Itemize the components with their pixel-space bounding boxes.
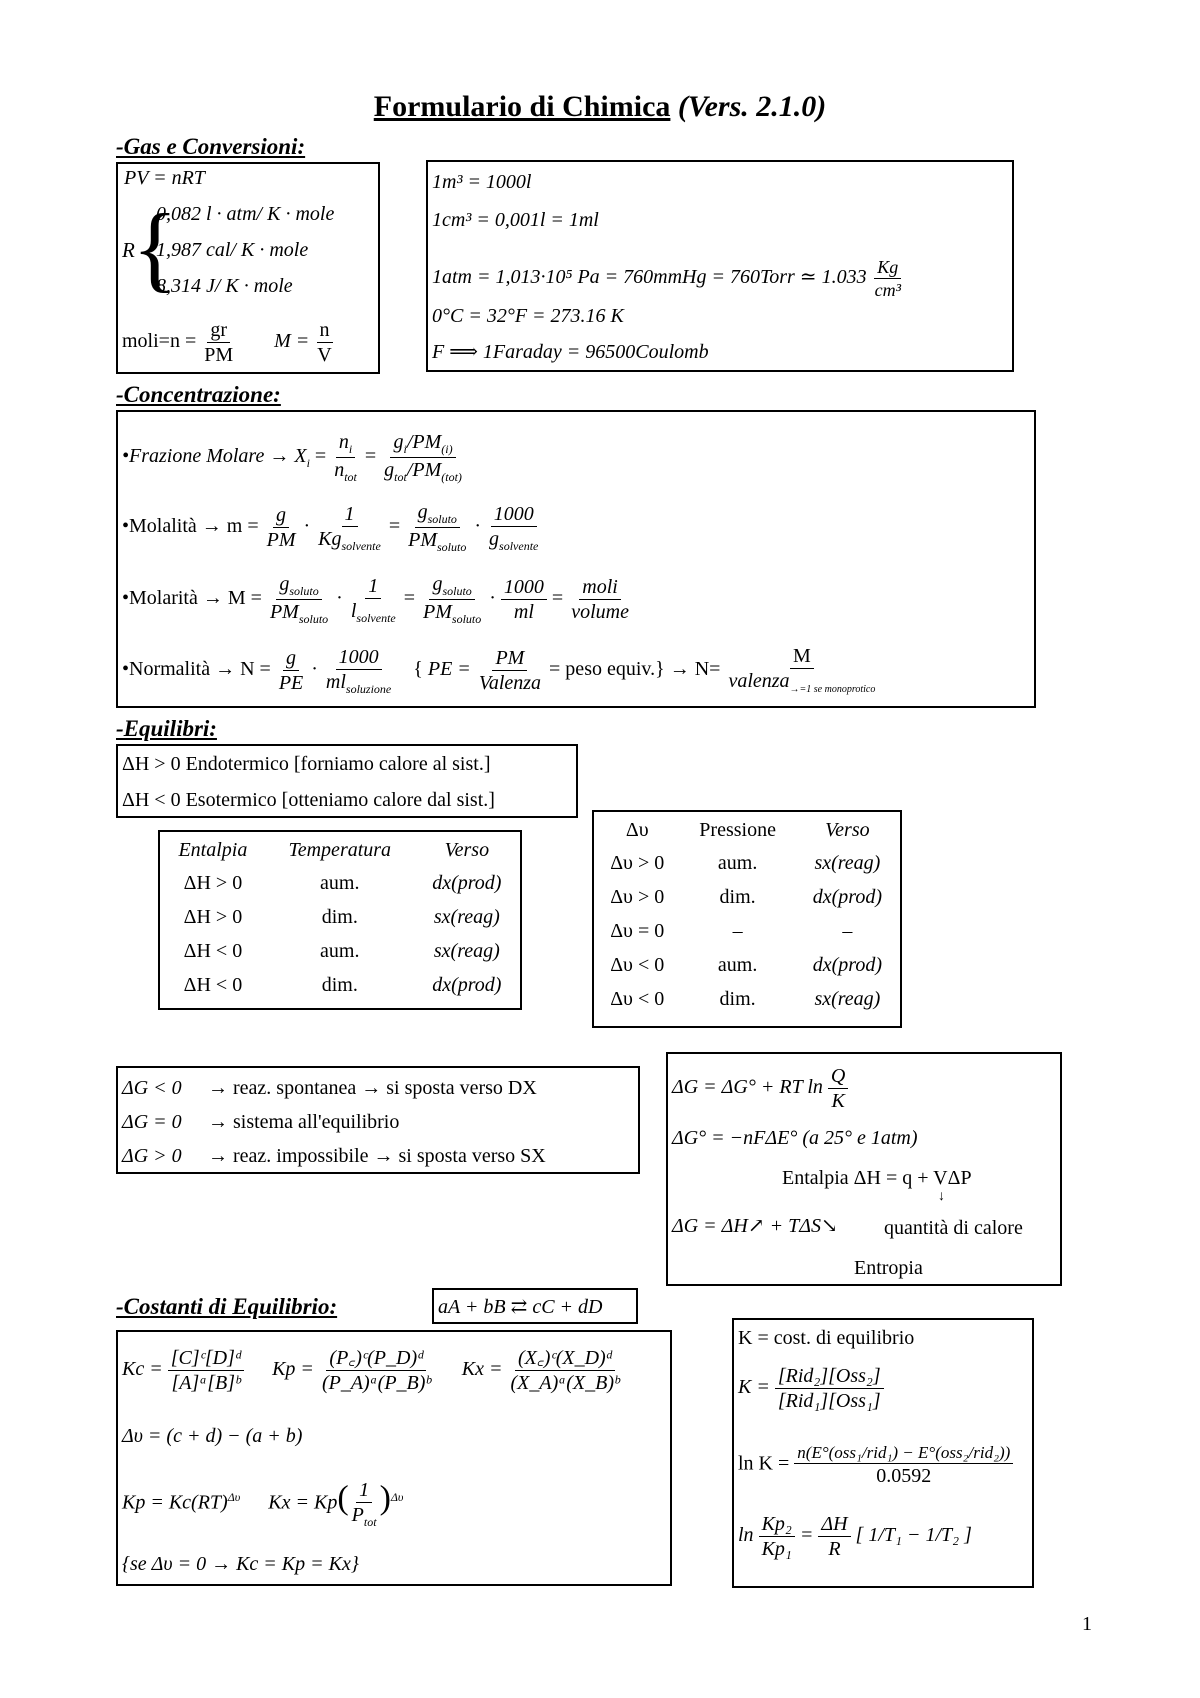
table-row bbox=[160, 934, 520, 968]
mr-c-den: PM bbox=[423, 601, 452, 623]
table-cell: aum. bbox=[320, 871, 360, 894]
ml-c-den-sub: soluto bbox=[437, 540, 467, 554]
kc-kp-kx-row bbox=[122, 1348, 622, 1393]
n-den: valenza bbox=[728, 670, 790, 692]
table-cell: sx(reag) bbox=[433, 939, 500, 962]
mr-a-den-sub: soluto bbox=[298, 612, 329, 626]
conversion-1: 1m³ = 1000l bbox=[432, 171, 532, 193]
k-l4-b-num: ΔH bbox=[818, 1514, 850, 1537]
molality-label: •Molalità → m = bbox=[122, 515, 259, 538]
kc-den: [A]ᵃ[B]ᵇ bbox=[171, 1372, 241, 1394]
kp-num: (P꜀)ᶜ(P_D)ᵈ bbox=[326, 1348, 426, 1371]
table-cell: dim. bbox=[719, 885, 756, 908]
mf-f2-den-b: /PM bbox=[406, 459, 442, 481]
k-l4-den: Kp₁ bbox=[761, 1538, 792, 1560]
conversion-2: 1cm³ = 0,001l = 1ml bbox=[432, 209, 599, 231]
mr-e-num: moli bbox=[579, 577, 621, 600]
table-cell: – bbox=[732, 919, 743, 942]
reaction-equation: aA + bB ⇄ cC + dD bbox=[438, 1296, 603, 1318]
k-l4-c: [ 1/T₁ − 1/T₂ ] bbox=[855, 1524, 972, 1547]
ml-d-num: 1000 bbox=[491, 504, 537, 527]
table-cell: sx(reag) bbox=[433, 905, 500, 928]
mr-a-den: PM bbox=[269, 601, 299, 623]
gibbs-l1-den: K bbox=[831, 1090, 845, 1112]
conversion-4: 0°C = 32°F = 273.16 K bbox=[432, 305, 624, 327]
moles-formula bbox=[122, 320, 335, 365]
ml-a-den: PM bbox=[266, 529, 296, 551]
reaction-box bbox=[432, 1288, 638, 1324]
table-cell: dim. bbox=[321, 973, 358, 996]
kp-den: (P_A)ᵃ(P_B)ᵇ bbox=[321, 1372, 431, 1394]
table-row bbox=[594, 982, 900, 1016]
enthalpy-temperature-table bbox=[160, 834, 520, 1002]
pe-label: PE = bbox=[427, 658, 471, 681]
mr-d-num: 1000 bbox=[501, 577, 547, 600]
table-cell: Δυ < 0 bbox=[610, 953, 665, 976]
molality-row: •Molalità → m = $\frac{g}{PM}$ · $\frac{1}{Kg_{solvente}}$ = $\frac{g_{soluto}}{PM_{soluto}}$ · $\frac{1000}{g_{solvente}}$ bbox=[122, 501, 539, 554]
delta-g-line-1 bbox=[122, 1078, 537, 1098]
volume-pressure-table bbox=[594, 814, 900, 1016]
kx-den: (X_A)ᵃ(X_B)ᵇ bbox=[510, 1372, 620, 1394]
conversion-5: F ⟹ 1Faraday = 96500Coulomb bbox=[432, 341, 709, 363]
delta-g-box bbox=[116, 1066, 640, 1174]
k-l4-num: Kp₂ bbox=[759, 1514, 795, 1537]
ml-b-num: 1 bbox=[342, 504, 358, 527]
table-header: Pressione bbox=[699, 818, 776, 841]
molarity-row: •Molarità → M = $\frac{g_{soluto}}{PM_{soluto}}$ · $\frac{1}{l_{solvente}}$ = $\frac{g_{soluto}}{PM_{soluto}}$ · $\frac{1000}{ml}$ = $\frac{\text{moli}}{\text{volume}}$ bbox=[122, 574, 632, 625]
table-row bbox=[594, 846, 900, 880]
table-row bbox=[160, 866, 520, 900]
mf-f1-den: n bbox=[334, 459, 345, 481]
table-row bbox=[160, 968, 520, 1002]
kpkc-sup: Δυ bbox=[227, 1489, 241, 1504]
table-cell: aum. bbox=[320, 939, 360, 962]
title-version: (Vers. 2.1.0) bbox=[677, 90, 827, 123]
moles-num: gr bbox=[207, 320, 230, 343]
section-concentration-heading: -Concentrazione: bbox=[116, 382, 281, 407]
table-cell: ΔH < 0 bbox=[183, 939, 243, 962]
normality-label: •Normalità → N = bbox=[122, 658, 271, 681]
mr-a-num: g bbox=[279, 573, 290, 595]
delta-g-cond-3: ΔG > 0 bbox=[122, 1145, 182, 1167]
table-row bbox=[594, 914, 900, 948]
nr-a-num: g bbox=[283, 648, 299, 671]
k-l3-num: n(E°(oss₁/rid₁) − E°(oss₂/rid₂)) bbox=[794, 1444, 1013, 1464]
mr-b-den-sub: solvente bbox=[356, 610, 396, 625]
ml-c-num-sub: soluto bbox=[427, 512, 457, 526]
conversion-3-text: 1atm = 1,013·10⁵ Pa = 760mmHg = 760Torr ≃ 1.033 bbox=[432, 266, 867, 289]
mf-f2-num: g bbox=[393, 431, 404, 453]
pe-den: Valenza bbox=[478, 672, 542, 694]
normality-row: •Normalità → N = $\frac{g}{PE}$ · $\frac{1000}{ml_{soluzione}}$ { PE = $\frac{PM}{\text{Valenza}}$ = peso equiv.} → N= $\frac{M}{valenza_{\to=1 se monoprotico}}$ bbox=[122, 645, 876, 696]
table-header: Entalpia bbox=[178, 838, 248, 861]
moles-prefix: moli=n = bbox=[122, 330, 197, 353]
mr-d-den: ml bbox=[513, 601, 534, 623]
concentration-box bbox=[116, 410, 1036, 708]
mr-c-den-sub: soluto bbox=[451, 612, 482, 626]
table-cell: dim. bbox=[321, 905, 358, 928]
mr-b-num: 1 bbox=[365, 576, 381, 599]
nr-b-den: ml bbox=[325, 670, 346, 693]
r-value-2: 1,987 cal/ K · mole bbox=[156, 239, 309, 261]
molarity-label: •Molarità → M = bbox=[122, 587, 262, 610]
table-cell: ΔH < 0 bbox=[183, 973, 243, 996]
k-l4: ln bbox=[738, 1524, 754, 1547]
mf-f1-num-sub: i bbox=[348, 442, 353, 456]
k-line-1: K = cost. di equilibrio bbox=[738, 1327, 915, 1349]
k-l2-num: [Rid₂][Oss₂] bbox=[775, 1366, 884, 1389]
table-row bbox=[594, 948, 900, 982]
mr-b-den: l bbox=[350, 599, 357, 622]
kxkp-num: 1 bbox=[356, 1480, 372, 1503]
table-cell: dx(prod) bbox=[432, 973, 502, 996]
table-cell: dim. bbox=[719, 987, 756, 1010]
table-cell: Δυ > 0 bbox=[610, 851, 665, 874]
table-cell: aum. bbox=[717, 953, 758, 976]
mf-f2-num-sub: i bbox=[403, 442, 407, 456]
nr-b-den-sub: soluzione bbox=[345, 681, 392, 696]
section-constants-heading: -Costanti di Equilibrio: bbox=[116, 1294, 338, 1319]
enthalpy-box bbox=[116, 744, 578, 818]
table-cell: Δυ > 0 bbox=[610, 885, 665, 908]
k-l3-den: 0.0592 bbox=[876, 1465, 932, 1487]
constants-box bbox=[116, 1330, 672, 1586]
endothermic-line: ΔH > 0 Endotermico [forniamo calore al sist.] bbox=[122, 753, 491, 775]
kc-label: Kc = bbox=[122, 1358, 163, 1381]
table-row bbox=[160, 900, 520, 934]
table-cell: Δυ < 0 bbox=[610, 987, 665, 1010]
kp-label: Kp = bbox=[272, 1358, 314, 1381]
kc-num: [C]ᶜ[D]ᵈ bbox=[168, 1348, 244, 1371]
conversions-box bbox=[426, 160, 1014, 372]
k-l2: K = bbox=[738, 1376, 770, 1399]
k-line-4 bbox=[738, 1514, 972, 1559]
mole-fraction-sub: i bbox=[306, 456, 310, 471]
k-l4-mid: = bbox=[799, 1524, 814, 1547]
table-cell: – bbox=[842, 919, 853, 942]
mf-f2-num-b: /PM bbox=[406, 431, 442, 453]
nr-b-num: 1000 bbox=[336, 647, 382, 670]
k-line-3 bbox=[738, 1444, 1013, 1486]
gibbs-line-1 bbox=[672, 1066, 848, 1111]
delta-g-res-3: → reaz. impossibile → si sposta verso SX bbox=[208, 1145, 546, 1167]
page-number: 1 bbox=[1082, 1613, 1092, 1635]
table-header: Temperatura bbox=[288, 838, 392, 861]
table-cell: dx(prod) bbox=[812, 953, 883, 976]
r-brace: { bbox=[132, 194, 179, 301]
section-gas-heading: -Gas e Conversioni: bbox=[116, 134, 306, 159]
r-label: R bbox=[122, 238, 135, 262]
kx-num: (X꜀)ᶜ(X_D)ᵈ bbox=[515, 1348, 615, 1371]
gibbs-line-4-note: quantità di calore bbox=[884, 1217, 1023, 1239]
kxkp-den: P bbox=[351, 1504, 364, 1526]
molarity-prefix: M = bbox=[274, 330, 310, 353]
molarity-den: V bbox=[317, 344, 332, 366]
nr-a-den: PE bbox=[278, 672, 304, 694]
table-row bbox=[594, 880, 900, 914]
normality-arrow: → N= bbox=[669, 658, 721, 681]
gibbs-box bbox=[666, 1052, 1062, 1286]
moles-den: PM bbox=[204, 344, 234, 366]
table-cell: ΔH > 0 bbox=[183, 905, 243, 928]
mf-f2-den-b-sub: (tot) bbox=[441, 470, 462, 484]
ml-d-den-sub: solvente bbox=[499, 538, 539, 553]
delta-g-res-2: → sistema all'equilibrio bbox=[208, 1111, 400, 1133]
kx-label: Kx = bbox=[461, 1358, 503, 1381]
mole-fraction-label: •Frazione Molare → X bbox=[122, 445, 307, 468]
table-cell: dx(prod) bbox=[812, 885, 883, 908]
ml-b-den: Kg bbox=[318, 527, 342, 550]
gibbs-l1-num: Q bbox=[828, 1066, 848, 1089]
mr-e-den: volume bbox=[571, 601, 629, 623]
gibbs-line-4: ΔG = ΔH↗ + TΔS↘ bbox=[672, 1215, 838, 1237]
ml-d-den: g bbox=[489, 527, 500, 550]
down-arrow-icon: ↓ bbox=[938, 1189, 945, 1204]
r-value-1: 0,082 l · atm/ K · mole bbox=[156, 203, 335, 225]
table-cell: dx(prod) bbox=[432, 871, 502, 894]
table-cell: ΔH > 0 bbox=[183, 871, 243, 894]
mf-f1-den-sub: tot bbox=[344, 470, 357, 484]
k-l2-den: [Rid₁][Oss₁] bbox=[777, 1390, 881, 1412]
gibbs-line-5: Entropia bbox=[854, 1257, 923, 1279]
delta-g-cond-2: ΔG = 0 bbox=[122, 1111, 182, 1133]
mole-fraction-row: •Frazione Molare → $X_i$ = $\frac{n_i}{n_{tot}}$ = $\frac{g_i/PM_{(i)}}{g_{tot}/PM_{(tot)}}$ bbox=[122, 431, 462, 484]
table-header: Δυ bbox=[625, 818, 649, 841]
gibbs-line-2: ΔG° = −nFΔE° (a 25° e 1atm) bbox=[672, 1127, 918, 1149]
delta-g-res-1: → reaz. spontanea → si sposta verso DX bbox=[208, 1077, 537, 1099]
molarity-num: n bbox=[317, 320, 333, 343]
exothermic-line: ΔH < 0 Esotermico [otteniamo calore dal sist.] bbox=[122, 789, 495, 811]
delta-g-line-2 bbox=[122, 1112, 399, 1132]
mr-c-num: g bbox=[432, 573, 443, 595]
kpkc-label: Kp = Kc(RT) bbox=[122, 1491, 228, 1514]
k-box bbox=[732, 1318, 1034, 1588]
enthalpy-temperature-table-box bbox=[158, 830, 522, 1010]
section-equilibria-heading: -Equilibri: bbox=[116, 716, 217, 741]
mf-f2-den: g bbox=[384, 459, 395, 481]
title-main: Formulario di Chimica bbox=[373, 90, 671, 123]
k-line-2 bbox=[738, 1366, 884, 1411]
conversion-unit-den: cm³ bbox=[874, 280, 901, 300]
peso-equiv: = peso equiv. bbox=[549, 658, 656, 681]
r-value-3: 8,314 J/ K · mole bbox=[156, 275, 293, 297]
n-num: M bbox=[790, 646, 814, 669]
table-header-row bbox=[594, 814, 900, 846]
ml-b-den-sub: solvente bbox=[341, 538, 381, 553]
kxkp-den-sub: tot bbox=[363, 1515, 377, 1529]
mf-f1-num: n bbox=[338, 431, 349, 453]
delta-g-line-3 bbox=[122, 1146, 546, 1166]
kxkp-label: Kx = Kp bbox=[268, 1491, 338, 1514]
delta-g-cond-1: ΔG < 0 bbox=[122, 1077, 182, 1099]
mf-f2-den-sub: tot bbox=[394, 470, 407, 484]
table-cell: Δυ = 0 bbox=[610, 919, 665, 942]
ml-a-num: g bbox=[273, 505, 289, 528]
table-cell: sx(reag) bbox=[814, 851, 881, 874]
ml-c-den: PM bbox=[408, 529, 438, 551]
gibbs-l1: ΔG = ΔG° + RT ln bbox=[672, 1076, 823, 1099]
table-header: Verso bbox=[444, 838, 490, 861]
k-l3: ln K = bbox=[738, 1452, 790, 1475]
volume-pressure-table-box bbox=[592, 810, 902, 1028]
table-cell: aum. bbox=[717, 851, 758, 874]
delta-nu-line: Δυ = (c + d) − (a + b) bbox=[122, 1425, 303, 1447]
mr-a-num-sub: soluto bbox=[289, 584, 319, 598]
ml-c-num: g bbox=[417, 501, 428, 523]
mr-c-num-sub: soluto bbox=[442, 584, 472, 598]
k-l4-b-den: R bbox=[828, 1538, 841, 1560]
table-header: Verso bbox=[825, 818, 870, 841]
conversion-3 bbox=[432, 258, 904, 299]
table-header-row bbox=[160, 834, 520, 866]
ideal-gas-law: PV = nRT bbox=[124, 167, 205, 189]
gibbs-line-3: Entalpia ΔH = q + VΔP bbox=[782, 1167, 972, 1189]
equality-condition: {se Δυ = 0 → Kc = Kp = Kx} bbox=[122, 1553, 359, 1575]
conversion-unit-num: Kg bbox=[874, 258, 901, 279]
pe-num: PM bbox=[492, 648, 527, 671]
n-den-sub: →=1 se monoprotico bbox=[789, 684, 876, 695]
page-title bbox=[0, 90, 1200, 124]
table-cell: sx(reag) bbox=[814, 987, 881, 1010]
mf-f2-num-b-sub: (i) bbox=[441, 442, 453, 456]
gas-box bbox=[116, 162, 380, 374]
kp-kc-row: Kp = Kc(RT)$^{\Delta\upsilon}$ Kx = Kp( $\frac{1}{P_{tot}}$ )$^{\Delta\upsilon}$ bbox=[122, 1479, 404, 1529]
